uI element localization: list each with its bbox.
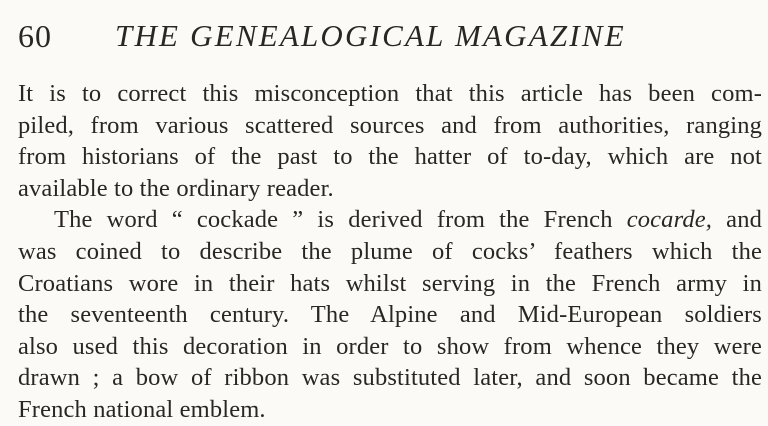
- text-line: also used this decoration in order to show from whence they were: [18, 332, 762, 360]
- text-line: from historians of the past to the hatter of to-day, which are not: [18, 143, 762, 171]
- article-body: [18, 78, 762, 426]
- text-line: drawn ; a bow of ribbon was substituted later, and soon became the: [18, 364, 762, 392]
- text-run: and: [712, 206, 762, 234]
- text-line: [18, 204, 762, 236]
- running-head: [18, 14, 758, 54]
- text-line: piled, from various scattered sources and from authorities, ranging: [18, 111, 762, 139]
- text-line: French national emblem.: [18, 395, 266, 423]
- text-run: The word “ cockade ” is derived from the French: [54, 206, 627, 234]
- text-line: available to the ordinary reader.: [18, 174, 334, 202]
- text-line: Croatians wore in their hats whilst serving in the French army in: [18, 269, 762, 297]
- page-number: 60: [18, 18, 52, 54]
- text-line: the seventeenth century. The Alpine and Mid-European soldiers: [18, 301, 762, 329]
- text-line: was coined to describe the plume of cocks’ feathers which the: [18, 237, 762, 265]
- paragraph-1: [18, 78, 762, 204]
- text-line: It is to correct this misconception that this article has been com-: [18, 80, 762, 107]
- magazine-title: THE GENEALOGICAL MAGAZINE: [115, 18, 626, 53]
- paragraph-2: [18, 204, 762, 425]
- italic-word: cocarde,: [626, 206, 713, 234]
